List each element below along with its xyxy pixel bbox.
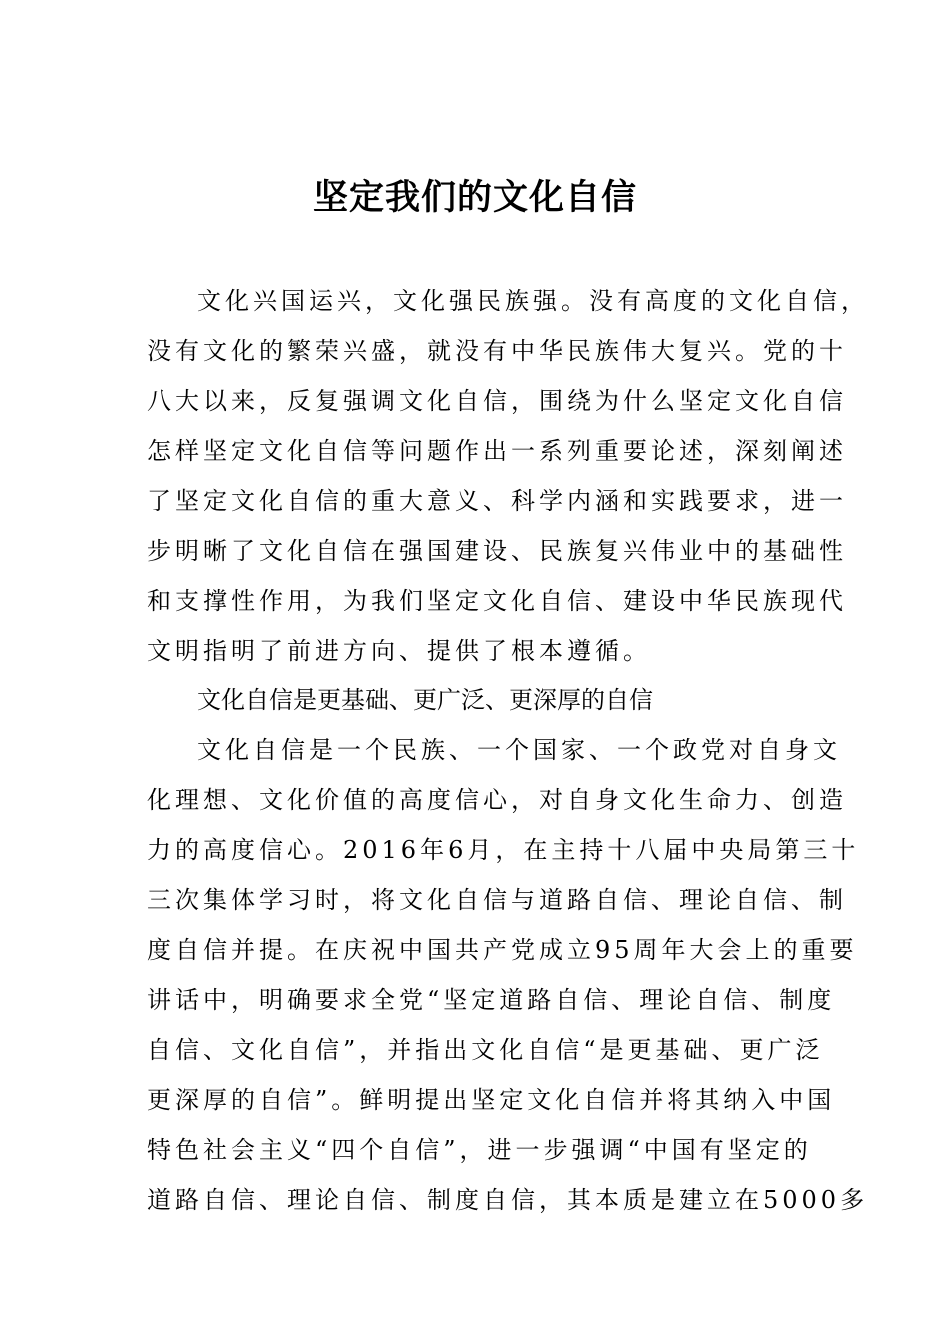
document-title: 坚定我们的文化自信 xyxy=(312,178,637,218)
paragraph-line: 讲话中，明确要求全党“坚定道路自信、理论自信、制度 xyxy=(147,986,836,1014)
paragraph-line: 度自信并提。在庆祝中国共产党成立95周年大会上的重要 xyxy=(147,936,858,964)
paragraph-line: 没有文化的繁荣兴盛，就没有中华民族伟大复兴。党的十 xyxy=(147,337,847,365)
paragraph-line: 特色社会主义“四个自信”，进一步强调“中国有坚定的 xyxy=(147,1136,812,1164)
paragraph-line: 力的高度信心。2016年6月，在主持十八届中央局第三十 xyxy=(147,836,860,864)
paragraph-line: 和支撑性作用，为我们坚定文化自信、建设中华民族现代 xyxy=(147,587,847,615)
paragraph-line: 化理想、文化价值的高度信心，对自身文化生命力、创造 xyxy=(147,786,847,814)
paragraph-line: 三次集体学习时，将文化自信与道路自信、理论自信、制 xyxy=(147,886,847,914)
paragraph-line: 八大以来，反复强调文化自信，围绕为什么坚定文化自信 xyxy=(147,387,847,415)
paragraph-line: 步明晰了文化自信在强国建设、民族复兴伟业中的基础性 xyxy=(147,537,847,565)
paragraph-line: 怎样坚定文化自信等问题作出一系列重要论述，深刻阐述 xyxy=(147,437,847,465)
paragraph-line: 文化自信是一个民族、一个国家、一个政党对自身文 xyxy=(197,736,841,764)
paragraph-line: 文明指明了前进方向、提供了根本遵循。 xyxy=(147,637,651,665)
paragraph-line: 文化兴国运兴，文化强民族强。没有高度的文化自信， xyxy=(197,287,869,315)
paragraph-line: 了坚定文化自信的重大意义、科学内涵和实践要求，进一 xyxy=(147,487,847,515)
paragraph-line: 自信、文化自信”，并指出文化自信“是更基础、更广泛 xyxy=(147,1036,824,1064)
paragraph-line: 更深厚的自信”。鲜明提出坚定文化自信并将其纳入中国 xyxy=(147,1086,836,1114)
paragraph-line: 道路自信、理论自信、制度自信，其本质是建立在5000多 xyxy=(147,1186,869,1214)
section-heading: 文化自信是更基础、更广泛、更深厚的自信 xyxy=(197,686,653,714)
